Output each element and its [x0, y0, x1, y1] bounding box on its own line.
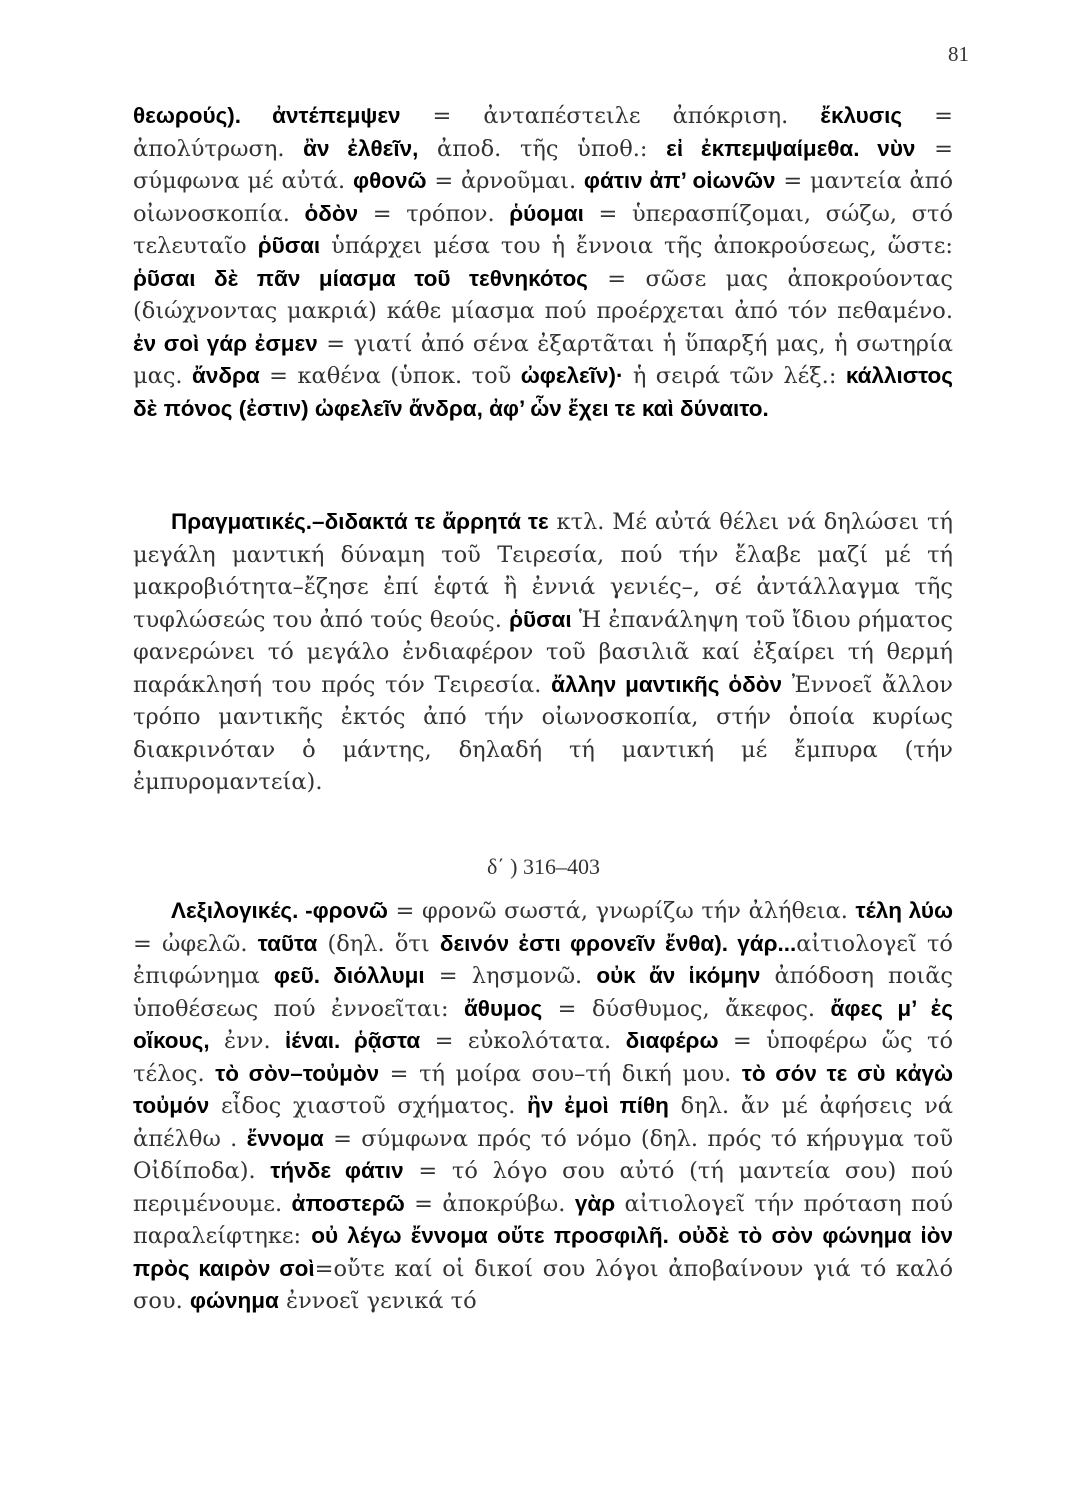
bold-term: θεωρούς). ἀντέπεμψεν	[133, 103, 401, 128]
bold-term: ἐν σοὶ γάρ ἐσμεν	[133, 330, 318, 356]
gloss-text: = σῶσε μας ἀποκρούοντας (διώχνοντας μακριά) κάθε μίασμα πού προέρχεται ἀπό τόν πεθαμένο.	[133, 265, 953, 324]
gloss-text: = φρονῶ σωστά, γνωρίζω τήν ἀλήθεια.	[387, 898, 856, 924]
gloss-text: = δύσθυμος, ἄκεφος.	[542, 995, 831, 1022]
gloss-text: ἡ σειρά τῶν λέξ.:	[623, 363, 846, 389]
gloss-text: = ἀρνοῦμαι.	[426, 168, 584, 194]
bold-term: ἄθυμος	[463, 995, 543, 1021]
bold-term: ἀποστερῶ	[291, 1190, 405, 1216]
bold-term: φώνημα	[189, 1288, 279, 1313]
gloss-text: = ὑποφέρω ὥς τό τέλος.	[133, 1028, 953, 1087]
bold-term: ἰέναι. ῥᾷστα	[285, 1028, 421, 1053]
gloss-text: αἰτιολογεῖ τήν πρόταση πού παραλείφτηκε:	[133, 1190, 954, 1249]
bold-term: εἰ ἐκπεμψαίμεθα. νὺν	[666, 135, 916, 161]
gloss-text: = ἀνταπέστειλε ἀπόκριση.	[400, 103, 821, 129]
paragraph-factual-notes	[133, 506, 953, 799]
gloss-text: ἐννοεῖ γενικά τό	[278, 1288, 477, 1314]
bold-term: δεινόν ἐστι φρονεῖν ἔνθα). γάρ...	[439, 930, 797, 956]
gloss-text: ἀποδ. τῆς ὑποθ.:	[418, 135, 667, 162]
bold-term: τήνδε φάτιν	[270, 1158, 404, 1183]
paragraph-vocabulary-continued	[133, 100, 953, 425]
bold-term: φάτιν ἀπ’ οἰωνῶν	[583, 168, 776, 193]
bold-term: τὸ σὸν–τοὐμὸν	[215, 1060, 380, 1086]
gloss-text: κτλ. Μέ αὐτά θέλει νά δηλώσει τή μεγάλη μαντική δύναμη τοῦ Τειρεσία, πού τήν ἔλαβε μαζί μέ τή μακροβιότητα–ἔζησε ἐπί ἑφτά ἢ ἐννιά γενιές–, σέ ἀντάλλαγμα τῆς τυφλώσεώς του ἀπό τούς θεούς.	[133, 509, 953, 633]
bold-term: ἔκλυσις	[820, 103, 903, 128]
gloss-text: ὑπάρχει μέσα του ἡ ἔννοια τῆς ἀποκρούσεως, ὥστε:	[320, 233, 953, 259]
bold-term: φεῦ. διόλλυμι	[273, 963, 425, 988]
gloss-text: = καθένα (ὑποκ. τοῦ	[259, 363, 521, 389]
gloss-text: = γιατί ἀπό σένα ἐξαρτᾶται ἡ ὕπαρξή μας, ἡ σωτηρία μας.	[133, 330, 953, 389]
gloss-text: = τή μοίρα σου–τή δική μου.	[379, 1060, 742, 1087]
bold-term: ἂν ἐλθεῖν,	[303, 135, 419, 161]
gloss-text: = τρόπον.	[358, 200, 510, 227]
bold-term: οὐ λέγω ἔννομα οὔτε προσφιλῆ. οὐδὲ τὸ σὸν φώνημα ἰὸν πρὸς καιρὸν σοὶ	[133, 1223, 954, 1281]
gloss-text: = εὐκολότατα.	[420, 1028, 626, 1054]
bold-term: ἄφες μ’ ἐς οἴκους,	[133, 995, 953, 1053]
bold-term: ἄλλην μαντικῆς ὁδὸν	[551, 671, 782, 697]
page-number: 81	[948, 42, 969, 66]
bold-term: ὠφελεῖν)·	[520, 363, 624, 388]
gloss-text: ἐνν.	[209, 1028, 286, 1054]
section-heading: δ΄ ) 316–403	[486, 854, 601, 879]
bold-term: ὁδὸν	[304, 200, 359, 226]
gloss-text: Ἡ ἐπανάληψη τοῦ ἴδιου ρήματος φανερώνει τό μεγάλο ἐνδιαφέρον τοῦ βασιλιᾶ καί ἐξαίρει τή θερμή παράκλησή του πρός τόν Τειρεσία.	[133, 606, 953, 698]
gloss-text: ἀπόδοση ποιᾶς ὑποθέσεως πού ἐννοεῖται:	[133, 963, 953, 1022]
bold-term: ταῦτα	[257, 930, 318, 956]
bold-term: Λεξιλογικές. -φρονῶ	[171, 898, 388, 923]
gloss-text: = μαντεία ἀπό οἰωνοσκοπία.	[133, 168, 953, 227]
bold-term: φθονῶ	[353, 168, 427, 193]
gloss-text: εἶδος χιαστοῦ σχήματος.	[209, 1093, 528, 1119]
gloss-text: = λησμονῶ.	[424, 963, 597, 989]
gloss-text: = ἀπολύτρωση.	[133, 103, 953, 162]
bold-term: τέλη λύω	[855, 898, 953, 923]
bold-term: διαφέρω	[625, 1028, 719, 1053]
bold-term: γὰρ	[574, 1190, 616, 1216]
gloss-text: = σύμφωνα πρός τό νόμο (δηλ. πρός τό κήρυγμα τοῦ Οἰδίποδα).	[133, 1125, 953, 1184]
gloss-text: δηλ. ἄν μέ ἀφήσεις νά ἀπέλθω .	[133, 1093, 953, 1152]
bold-term: οὐκ ἄν ἱκόμην	[596, 963, 761, 988]
bold-term: ῥῦσαι	[257, 233, 321, 258]
bold-term: ῥύομαι	[509, 200, 584, 226]
gloss-text: =οὔτε καί οἱ δικοί σου λόγοι ἀποβαίνουν γιά τό καλό σου.	[133, 1255, 953, 1314]
gloss-text: = ὠφελῶ.	[133, 930, 258, 957]
bold-term: ἢν ἐμοὶ πίθη	[527, 1093, 669, 1118]
bold-term: κάλλιστος δὲ πόνος (ἐστιν) ὠφελεῖν ἄνδρα, ἀφ’ ὧν ἔχει τε καὶ δύναιτο.	[133, 363, 954, 421]
bold-term: Πραγματικές.–διδακτά τε ἄρρητά τε	[171, 509, 549, 534]
gloss-text: αἰτιολογεῖ τό ἐπιφώνημα	[133, 930, 953, 989]
gloss-text: = τό λόγο σου αὐτό (τή μαντεία σου) πού περιμένουμε.	[133, 1158, 954, 1217]
bold-term: ἔννομα	[246, 1125, 324, 1151]
paragraph-vocabulary-notes	[133, 895, 953, 1318]
gloss-text: = ὑπερασπίζομαι, σώζω, στό τελευταῖο	[133, 200, 953, 259]
gloss-text: = ἀποκρύβω.	[404, 1190, 575, 1217]
gloss-text: (δηλ. ὅτι	[317, 930, 440, 957]
bold-term: ἄνδρα	[192, 363, 260, 388]
bold-term: ῥῦσαι	[509, 606, 572, 632]
bold-term: ῥῦσαι δὲ πᾶν μίασμα τοῦ τεθνηκότος	[133, 265, 588, 291]
gloss-text: Ἐννοεῖ ἄλλον τρόπο μαντικῆς ἐκτός ἀπό τήν οἰωνοσκοπία, στήν ὁποία κυρίως διακρινόταν ὁ μάντης, δηλαδή τή μαντική μέ ἔμπυρα (τήν ἐμπυρομαντεία).	[133, 671, 953, 795]
gloss-text: = σύμφωνα μέ αὐτά.	[133, 135, 953, 194]
bold-term: τὸ σόν τε σὺ κἀγὼ τοὐμόν	[133, 1060, 953, 1118]
